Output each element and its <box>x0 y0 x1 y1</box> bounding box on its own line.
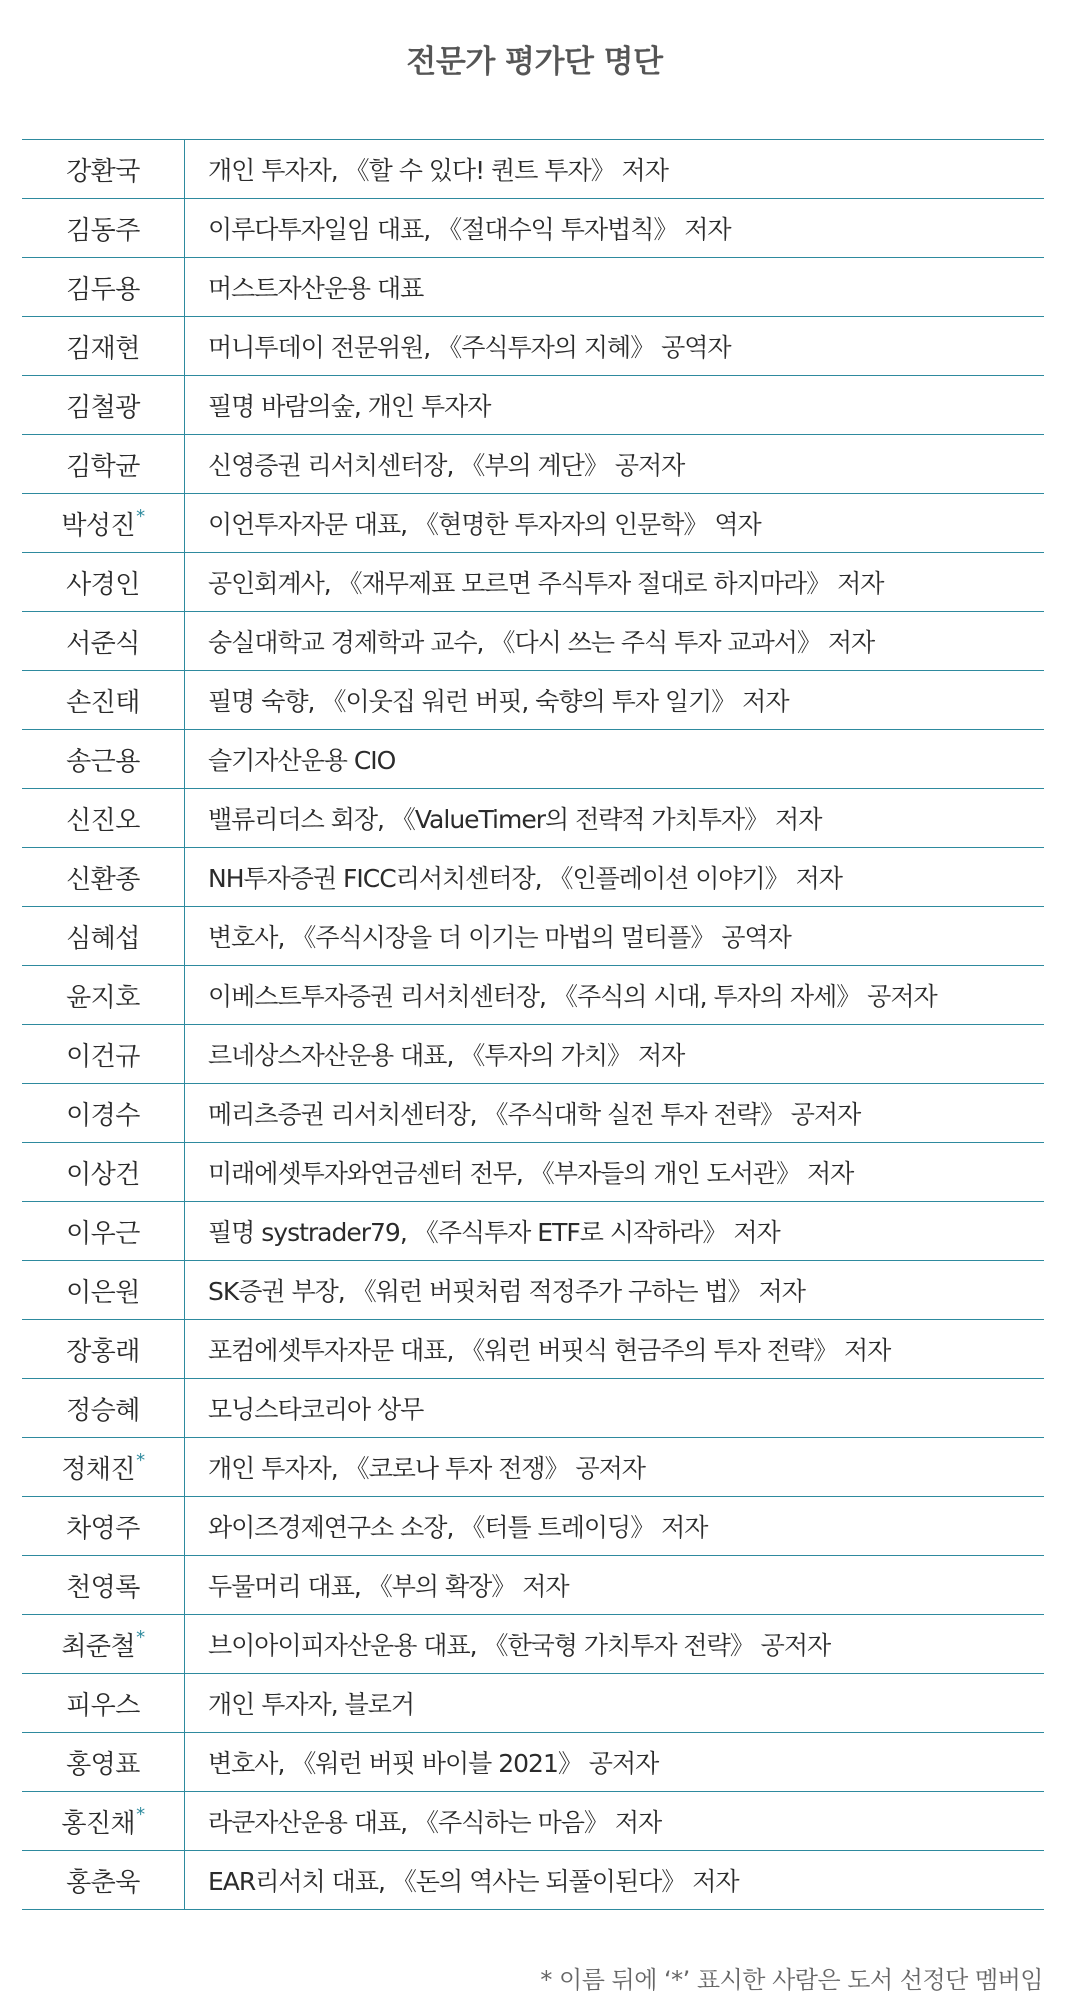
member-name: 피우스 <box>66 1690 140 1721</box>
member-name-cell <box>22 140 185 199</box>
table-row <box>22 1261 1044 1320</box>
member-description: 개인 투자자, 블로거 <box>185 1674 1045 1733</box>
table-row <box>22 494 1044 553</box>
member-name-cell <box>22 1084 185 1143</box>
member-name: 강환국 <box>66 156 140 187</box>
member-name-cell <box>22 612 185 671</box>
member-name: 이상건 <box>66 1159 140 1190</box>
member-description: 신영증권 리서치센터장, 《부의 계단》 공저자 <box>185 435 1045 494</box>
member-name: 서준식 <box>66 628 140 659</box>
member-description: 필명 systrader79, 《주식투자 ETF로 시작하라》 저자 <box>185 1202 1045 1261</box>
member-name-cell <box>22 1556 185 1615</box>
member-name-cell <box>22 966 185 1025</box>
member-name: 차영주 <box>66 1513 140 1544</box>
member-name-cell <box>22 199 185 258</box>
table-row <box>22 1674 1044 1733</box>
member-description: 개인 투자자, 《코로나 투자 전쟁》 공저자 <box>185 1438 1045 1497</box>
member-name: 김두용 <box>66 274 140 305</box>
selection-committee-mark: * <box>136 1803 145 1825</box>
member-name: 윤지호 <box>66 982 140 1013</box>
selection-committee-mark: * <box>136 505 145 527</box>
member-name-cell <box>22 1615 185 1674</box>
member-name: 신환종 <box>66 864 140 895</box>
member-description: 밸류리더스 회장, 《ValueTimer의 전략적 가치투자》 저자 <box>185 789 1045 848</box>
member-name-cell <box>22 1438 185 1497</box>
member-description: 라쿤자산운용 대표, 《주식하는 마음》 저자 <box>185 1792 1045 1851</box>
table-row <box>22 1025 1044 1084</box>
member-name: 신진오 <box>66 805 140 836</box>
member-name-cell <box>22 553 185 612</box>
table-row <box>22 907 1044 966</box>
member-description: 와이즈경제연구소 소장, 《터틀 트레이딩》 저자 <box>185 1497 1045 1556</box>
member-name: 이우근 <box>66 1218 140 1249</box>
member-name: 송근용 <box>66 746 140 777</box>
member-name: 김재현 <box>66 333 140 364</box>
table-row <box>22 199 1044 258</box>
member-name-cell <box>22 1202 185 1261</box>
member-name: 이건규 <box>66 1041 140 1072</box>
member-name-cell <box>22 1261 185 1320</box>
evaluator-table-body <box>22 140 1044 1910</box>
member-name-cell <box>22 671 185 730</box>
member-name-cell <box>22 789 185 848</box>
member-name: 장홍래 <box>66 1336 140 1367</box>
table-row <box>22 612 1044 671</box>
table-row <box>22 789 1044 848</box>
member-name-cell <box>22 1674 185 1733</box>
table-row <box>22 1733 1044 1792</box>
member-name: 김철광 <box>66 392 140 423</box>
member-description: 브이아이피자산운용 대표, 《한국형 가치투자 전략》 공저자 <box>185 1615 1045 1674</box>
member-name-cell <box>22 730 185 789</box>
table-row <box>22 1556 1044 1615</box>
table-row <box>22 1320 1044 1379</box>
member-description: 메리츠증권 리서치센터장, 《주식대학 실전 투자 전략》 공저자 <box>185 1084 1045 1143</box>
table-row <box>22 1143 1044 1202</box>
member-description: 슬기자산운용 CIO <box>185 730 1045 789</box>
table-row <box>22 966 1044 1025</box>
member-name-cell <box>22 1320 185 1379</box>
table-row <box>22 1084 1044 1143</box>
member-name-cell <box>22 1733 185 1792</box>
table-row <box>22 1438 1044 1497</box>
member-name-cell <box>22 258 185 317</box>
member-name: 김학균 <box>66 451 140 482</box>
table-row <box>22 848 1044 907</box>
member-description: SK증권 부장, 《워런 버핏처럼 적정주가 구하는 법》 저자 <box>185 1261 1045 1320</box>
member-description: 포컴에셋투자자문 대표, 《워런 버핏식 현금주의 투자 전략》 저자 <box>185 1320 1045 1379</box>
member-name: 홍영표 <box>66 1749 140 1780</box>
member-description: 필명 숙향, 《이웃집 워런 버핏, 숙향의 투자 일기》 저자 <box>185 671 1045 730</box>
member-description: 르네상스자산운용 대표, 《투자의 가치》 저자 <box>185 1025 1045 1084</box>
member-description: 모닝스타코리아 상무 <box>185 1379 1045 1438</box>
selection-committee-mark: * <box>136 1449 145 1471</box>
member-name: 홍춘욱 <box>66 1867 140 1898</box>
member-name-cell <box>22 907 185 966</box>
table-row <box>22 1851 1044 1910</box>
member-description: EAR리서치 대표, 《돈의 역사는 되풀이된다》 저자 <box>185 1851 1045 1910</box>
member-name: 박성진 <box>61 510 136 541</box>
table-row <box>22 1379 1044 1438</box>
member-name-cell <box>22 1143 185 1202</box>
table-row <box>22 376 1044 435</box>
member-description: 필명 바람의숲, 개인 투자자 <box>185 376 1045 435</box>
member-name-cell <box>22 1792 185 1851</box>
member-name-cell <box>22 317 185 376</box>
table-row <box>22 553 1044 612</box>
member-name: 김동주 <box>66 215 140 246</box>
member-name-cell <box>22 435 185 494</box>
member-name: 홍진채 <box>61 1808 136 1839</box>
member-description: 변호사, 《주식시장을 더 이기는 마법의 멀티플》 공역자 <box>185 907 1045 966</box>
member-description: 이베스트투자증권 리서치센터장, 《주식의 시대, 투자의 자세》 공저자 <box>185 966 1045 1025</box>
member-name-cell <box>22 1025 185 1084</box>
member-name: 정승혜 <box>66 1395 140 1426</box>
member-name-cell <box>22 376 185 435</box>
member-description: 개인 투자자, 《할 수 있다! 퀀트 투자》 저자 <box>185 140 1045 199</box>
member-name: 사경인 <box>66 569 140 600</box>
table-row <box>22 435 1044 494</box>
table-row <box>22 1497 1044 1556</box>
footnote: * 이름 뒤에 ‘*’ 표시한 사람은 도서 선정단 멤버임 <box>540 1966 1043 1994</box>
table-row <box>22 1202 1044 1261</box>
member-description: 숭실대학교 경제학과 교수, 《다시 쓰는 주식 투자 교과서》 저자 <box>185 612 1045 671</box>
member-name: 이경수 <box>66 1100 140 1131</box>
member-description: 머스트자산운용 대표 <box>185 258 1045 317</box>
member-name: 이은원 <box>66 1277 140 1308</box>
member-description: 미래에셋투자와연금센터 전무, 《부자들의 개인 도서관》 저자 <box>185 1143 1045 1202</box>
member-description: NH투자증권 FICC리서치센터장, 《인플레이션 이야기》 저자 <box>185 848 1045 907</box>
table-row <box>22 258 1044 317</box>
member-name: 심혜섭 <box>66 923 140 954</box>
member-name-cell <box>22 494 185 553</box>
selection-committee-mark: * <box>136 1626 145 1648</box>
member-description: 머니투데이 전문위원, 《주식투자의 지혜》 공역자 <box>185 317 1045 376</box>
member-description: 변호사, 《워런 버핏 바이블 2021》 공저자 <box>185 1733 1045 1792</box>
member-name-cell <box>22 1379 185 1438</box>
member-name-cell <box>22 1497 185 1556</box>
table-row <box>22 317 1044 376</box>
evaluator-table <box>22 139 1044 1910</box>
page-title: 전문가 평가단 명단 <box>406 44 663 80</box>
table-row <box>22 140 1044 199</box>
member-description: 공인회계사, 《재무제표 모르면 주식투자 절대로 하지마라》 저자 <box>185 553 1045 612</box>
member-name: 천영록 <box>66 1572 140 1603</box>
table-row <box>22 730 1044 789</box>
member-description: 이루다투자일임 대표, 《절대수익 투자법칙》 저자 <box>185 199 1045 258</box>
table-row <box>22 1615 1044 1674</box>
member-description: 두물머리 대표, 《부의 확장》 저자 <box>185 1556 1045 1615</box>
member-name: 정채진 <box>61 1454 136 1485</box>
table-row <box>22 1792 1044 1851</box>
member-name-cell <box>22 848 185 907</box>
member-name-cell <box>22 1851 185 1910</box>
table-row <box>22 671 1044 730</box>
member-name: 최준철 <box>61 1631 136 1662</box>
member-name: 손진태 <box>66 687 140 718</box>
member-description: 이언투자자문 대표, 《현명한 투자자의 인문학》 역자 <box>185 494 1045 553</box>
